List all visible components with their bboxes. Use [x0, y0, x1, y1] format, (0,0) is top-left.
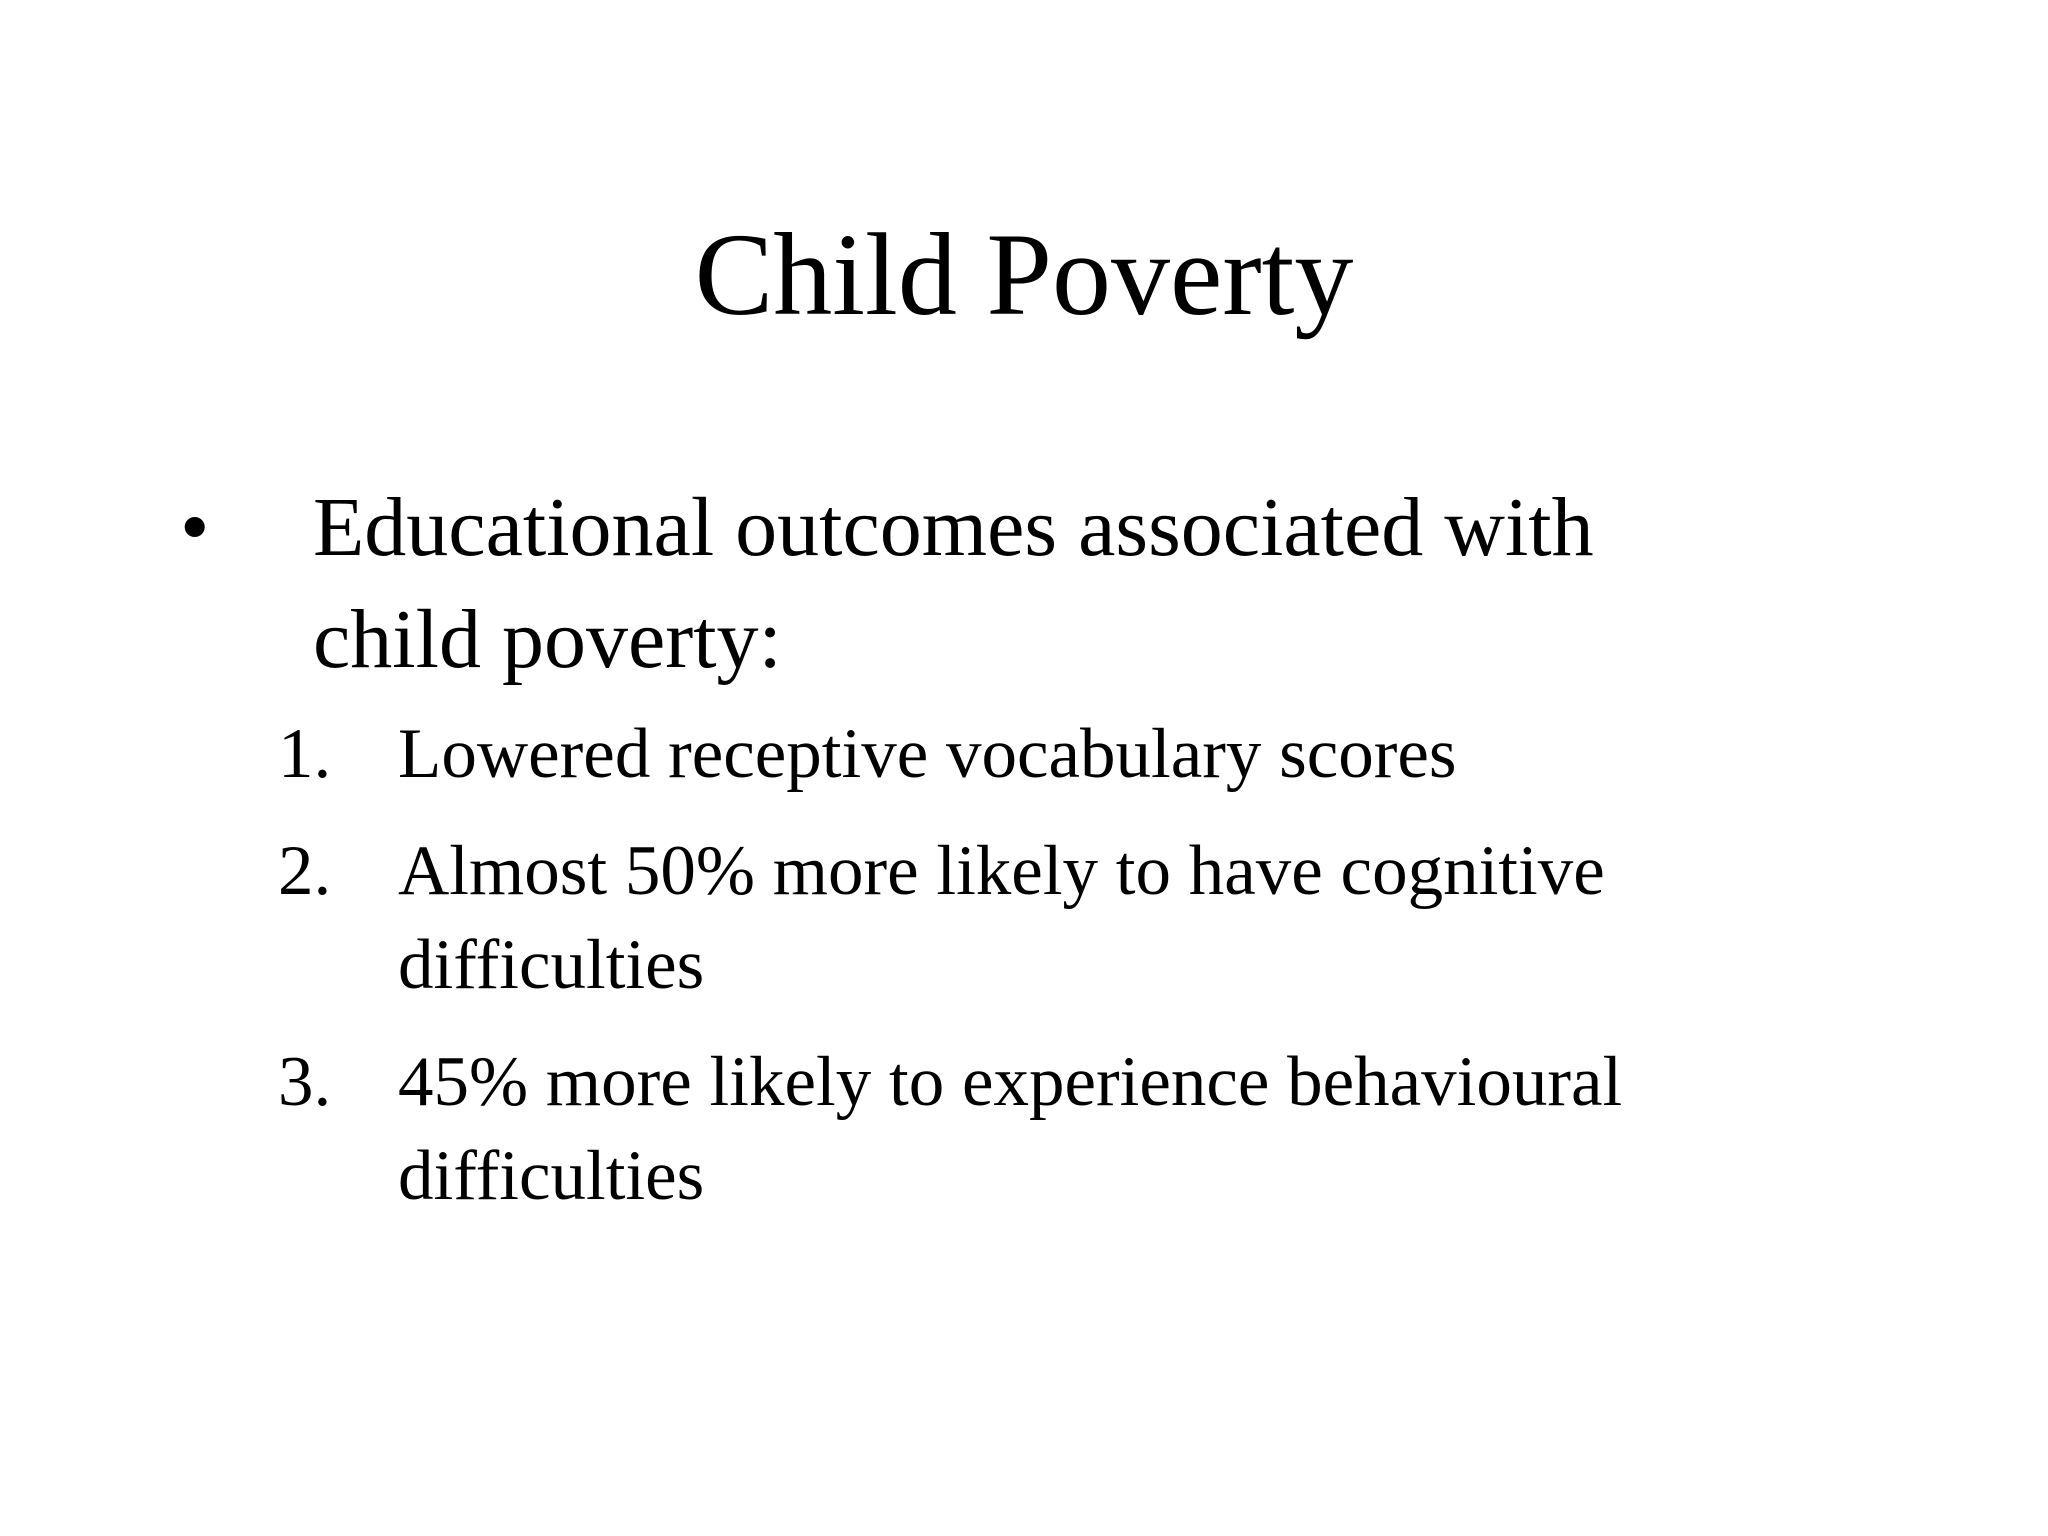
item-number: 1.: [278, 715, 332, 793]
main-bullet-text: Educational outcomes associated with child poverty:: [313, 481, 1594, 686]
slide-title: Child Poverty: [694, 209, 1354, 340]
item-text: 45% more likely to experience behavioural difficulties: [398, 1043, 1623, 1215]
item-text: Almost 50% more likely to have cognitive difficulties: [398, 832, 1605, 1004]
item-text: Lowered receptive vocabulary scores: [398, 715, 1457, 793]
bullet-icon: •: [180, 481, 210, 574]
item-number: 3.: [278, 1043, 332, 1121]
item-number: 2.: [278, 832, 332, 910]
